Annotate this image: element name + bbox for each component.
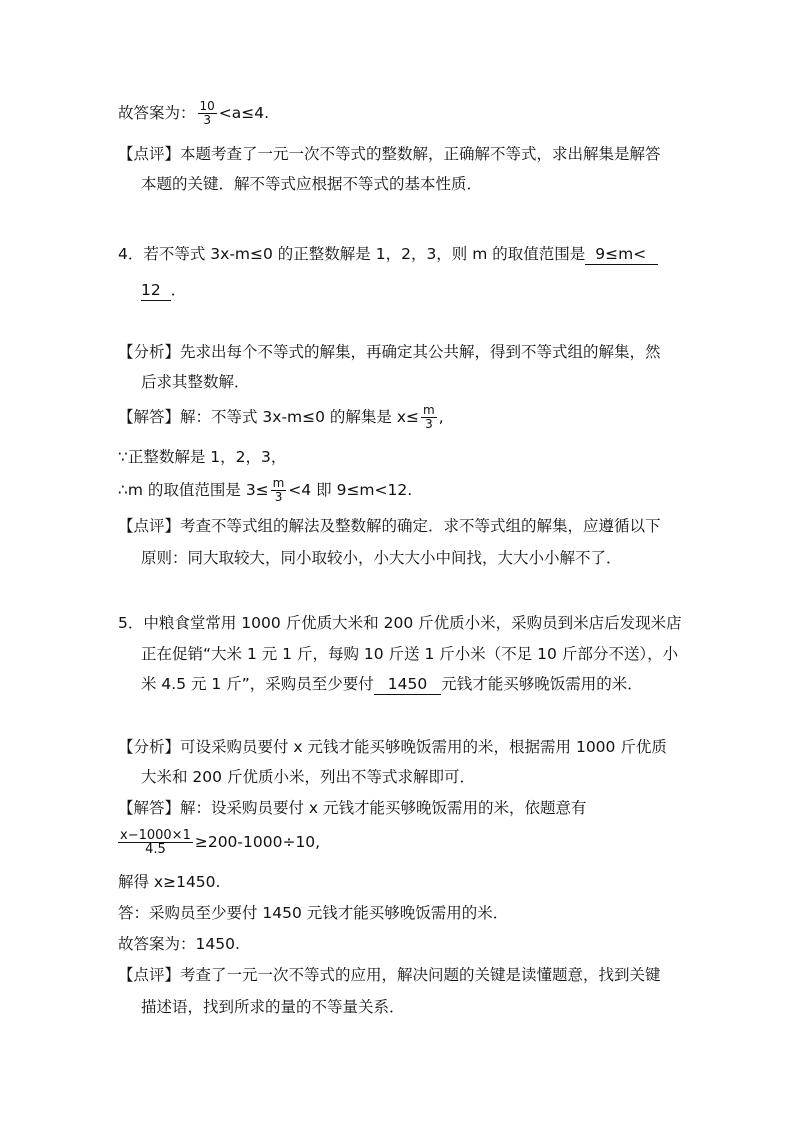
comment-q4-line1: 【点评】考查不等式组的解法及整数解的确定．求不等式组的解集，应遵循以下 [118,517,661,535]
comment-q3-line1: 【点评】本题考查了一元一次不等式的整数解，正确解不等式，求出解集是解答 [118,145,661,163]
question-5-line2: 正在促销“大米 1 元 1 斤，每购 10 斤送 1 斤小米（不足 10 斤部分不送），小 [141,645,679,663]
solution-q4-line3: ∴m 的取值范围是 3≤ $\frac{m}{3}$ <4 即 9≤m<12. [118,476,413,504]
analysis-q5-line2: 大米和 200 斤优质小米，列出不等式求解即可． [141,768,475,786]
fraction: $\frac{x-1000\times 1}{4.5}$ [120,828,191,857]
solution-q4-line2: ∵正整数解是 1，2，3， [118,448,287,466]
answer-blank: 1450 [374,674,441,695]
solution-q5-result: 解得 x≥1450. [118,873,221,891]
analysis-q5-line1: 【分析】可设采购员要付 x 元钱才能买够晚饭需用的米，根据需用 1000 斤优质 [118,738,667,756]
comment-q4-line2: 原则：同大取较大，同小取较小，小大大小中间找，大大小小解不了． [141,549,622,567]
question-4-line1: 4．若不等式 3x-m≤0 的正整数解是 1，2，3，则 m 的取值范围是 9≤m< [118,243,658,265]
solution-q4-line1: 【解答】解：不等式 3x-m≤0 的解集是 x≤ $\frac{m}{3}$ , [118,403,444,431]
analysis-q4-line2: 后求其整数解． [141,373,250,391]
solution-q5-line1: 【解答】解：设采购员要付 x 元钱才能买够晚饭需用的米，依题意有 [118,799,587,817]
comment-q5-line2: 描述语，找到所求的量的不等量关系． [141,998,405,1016]
fraction: $\frac{m}{3}$ [423,403,435,431]
answer-line-q5: 故答案为：1450. [118,935,240,953]
solution-q5-answer: 答：采购员至少要付 1450 元钱才能买够晚饭需用的米． [118,904,509,922]
comment-q3-line2: 本题的关键．解不等式应根据不等式的基本性质． [141,175,483,193]
analysis-q4-line1: 【分析】先求出每个不等式的解集，再确定其公共解，得到不等式组的解集，然 [118,343,661,361]
question-4-line2: 12 ． [141,281,187,299]
fraction: $\frac{m}{3}$ [272,476,285,504]
answer-blank: 12 [141,280,171,301]
question-5-line1: 5．中粮食堂常用 1000 斤优质大米和 200 斤优质小米，采购员到米店后发现米店 [118,614,682,632]
comment-q5-line1: 【点评】考查了一元一次不等式的应用，解决问题的关键是读懂题意，找到关键 [118,966,661,984]
solution-q5-inequality: $\frac{x-1000\times 1}{4.5}$ ≥200-1000÷10, [120,828,321,857]
fraction: $\frac{10}{3}$ [199,99,215,127]
answer-blank: 9≤m< [585,244,658,265]
question-5-line3: 米 4.5 元 1 斤”，采购员至少要付 1450 元钱才能买够晚饭需用的米． [141,675,643,693]
answer-line-q3: 故答案为： $\frac{10}{3}$ <a≤4. [118,99,270,127]
